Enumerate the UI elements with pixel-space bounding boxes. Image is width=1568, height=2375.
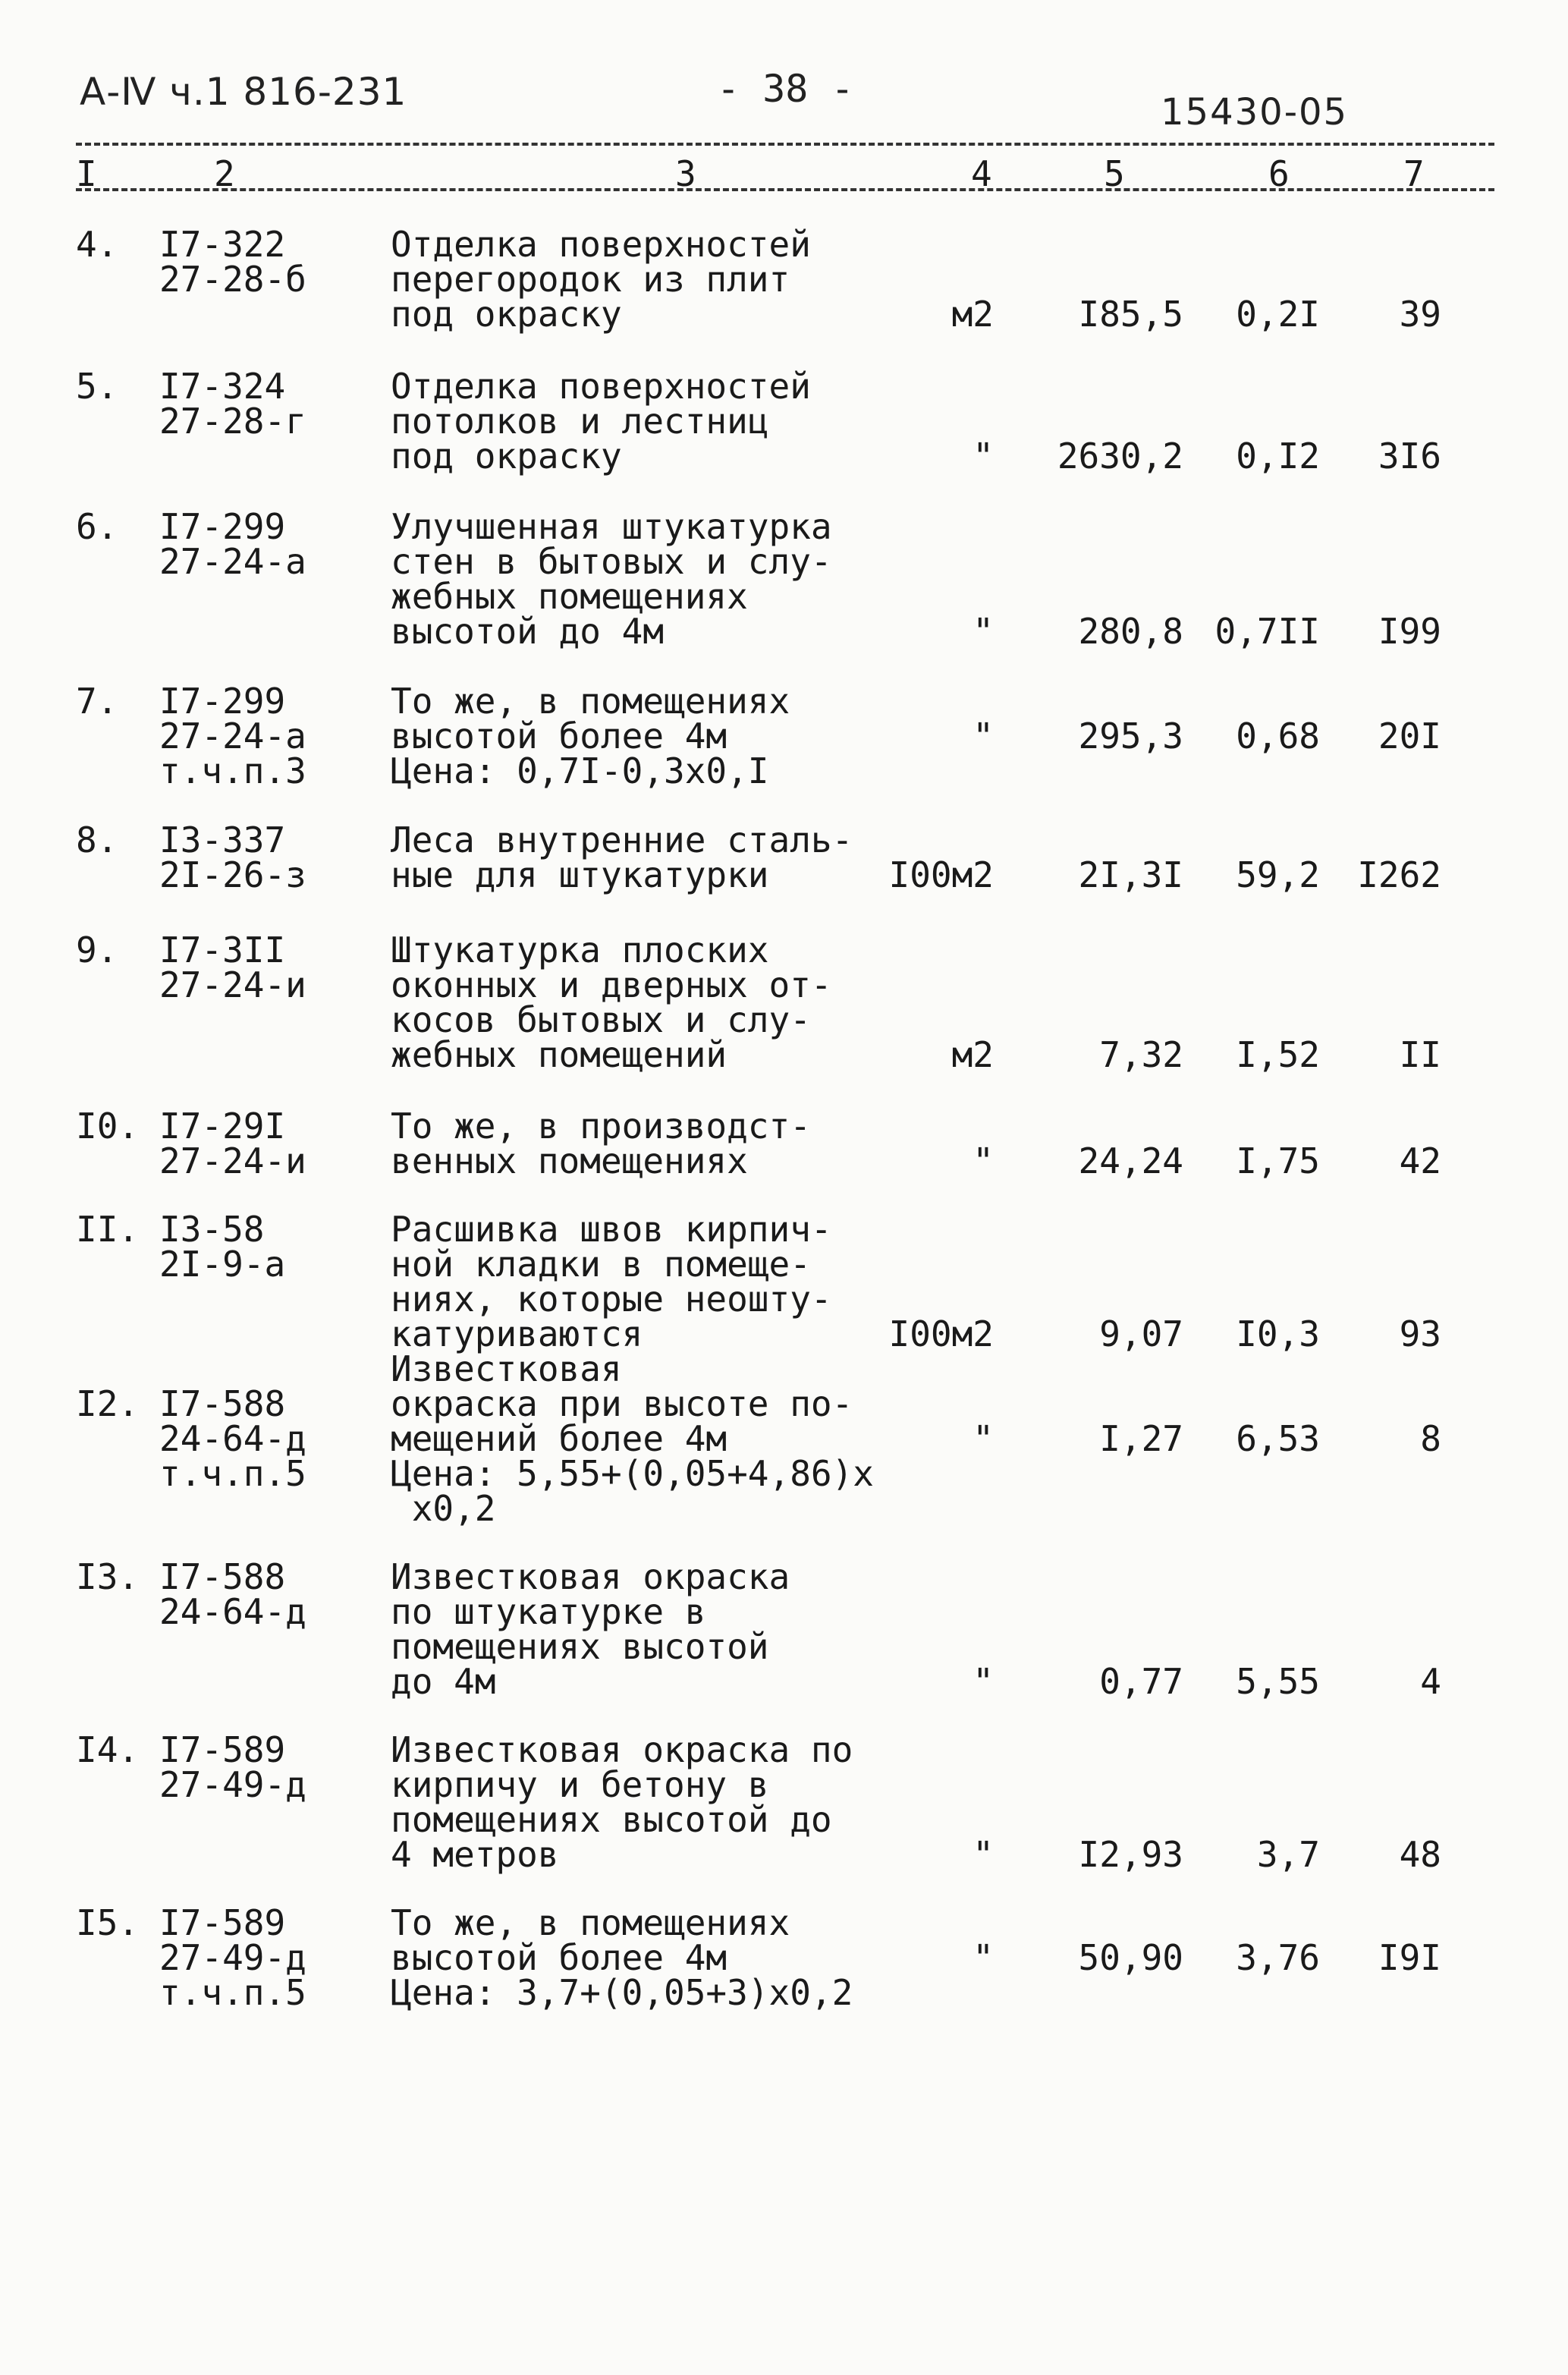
row-number: 7. <box>76 681 118 722</box>
norm-code: т.ч.п.5 <box>159 1453 306 1494</box>
unit-rate: I,52 <box>1236 1034 1320 1075</box>
unit-rate: 0,7II <box>1214 611 1320 652</box>
row-number: I5. <box>76 1902 140 1943</box>
norm-code: I7-589 <box>159 1729 286 1770</box>
norm-code: 27-24-а <box>159 541 306 582</box>
work-description: Цена: 0,7I-0,3х0,I <box>391 750 769 791</box>
work-description: стен в бытовых и слу- <box>391 541 832 582</box>
row-number: I0. <box>76 1106 140 1147</box>
quantity: I85,5 <box>1078 294 1183 335</box>
quantity: 9,07 <box>1099 1313 1183 1354</box>
norm-code: I7-29I <box>159 1106 286 1147</box>
norm-code: 24-64-д <box>159 1591 306 1632</box>
quantity: 0,77 <box>1099 1661 1183 1702</box>
work-description: косов бытовых и слу- <box>391 999 811 1040</box>
work-description: Известковая <box>391 1348 622 1389</box>
work-description: ниях, которые неошту- <box>391 1279 832 1320</box>
work-description: кирпичу и бетону в <box>391 1764 769 1805</box>
work-description: Улучшенная штукатурка <box>391 506 832 547</box>
work-description: Отделка поверхностей <box>391 366 811 407</box>
row-number: 9. <box>76 930 118 970</box>
quantity: 2630,2 <box>1057 436 1183 477</box>
work-description: катуриваются <box>391 1313 643 1354</box>
unit-rate: 3,7 <box>1256 1834 1320 1875</box>
document-number: 15430-05 <box>1161 91 1349 134</box>
work-description: Штукатурка плоских <box>391 930 769 970</box>
work-description: Леса внутренние сталь- <box>391 819 853 860</box>
header-rule-top <box>76 143 1494 146</box>
column-header-1: I <box>76 153 97 194</box>
work-description: по штукатурке в <box>391 1591 706 1632</box>
norm-code: I7-322 <box>159 224 286 265</box>
norm-code: 27-24-а <box>159 716 306 757</box>
norm-code: 27-24-и <box>159 964 306 1005</box>
unit-of-measure: " <box>973 1140 994 1181</box>
work-description: х0,2 <box>391 1488 496 1529</box>
work-description: Отделка поверхностей <box>391 224 811 265</box>
unit-of-measure: " <box>973 436 994 477</box>
work-description: жебных помещений <box>391 1034 727 1075</box>
norm-code: I3-337 <box>159 819 286 860</box>
document-code: А-Ⅳ ч.1 816-231 <box>80 70 407 114</box>
work-description: помещениях высотой до <box>391 1799 832 1840</box>
unit-rate: 6,53 <box>1236 1418 1320 1459</box>
total-amount: II <box>1399 1034 1441 1075</box>
work-description: под окраску <box>391 294 622 335</box>
unit-rate: 5,55 <box>1236 1661 1320 1702</box>
norm-code: 24-64-д <box>159 1418 306 1459</box>
total-amount: I9I <box>1378 1937 1441 1978</box>
total-amount: 39 <box>1399 294 1441 335</box>
work-description: Цена: 3,7+(0,05+3)х0,2 <box>391 1972 853 2013</box>
unit-of-measure: I00м2 <box>888 1313 994 1354</box>
total-amount: 42 <box>1399 1140 1441 1181</box>
norm-code: I7-588 <box>159 1556 286 1597</box>
row-number: I4. <box>76 1729 140 1770</box>
row-number: I2. <box>76 1383 140 1424</box>
norm-code: I7-3II <box>159 930 286 970</box>
unit-rate: 0,68 <box>1236 716 1320 757</box>
row-number: 6. <box>76 506 118 547</box>
unit-rate: I0,3 <box>1236 1313 1320 1354</box>
work-description: высотой более 4м <box>391 716 727 757</box>
total-amount: I262 <box>1357 854 1441 895</box>
total-amount: 8 <box>1420 1418 1441 1459</box>
quantity: 7,32 <box>1099 1034 1183 1075</box>
unit-of-measure: " <box>973 1937 994 1978</box>
unit-of-measure: " <box>973 1834 994 1875</box>
work-description: Цена: 5,55+(0,05+4,86)х <box>391 1453 874 1494</box>
total-amount: 3I6 <box>1378 436 1441 477</box>
column-header-7: 7 <box>1403 153 1425 194</box>
total-amount: 93 <box>1399 1313 1441 1354</box>
total-amount: I99 <box>1378 611 1441 652</box>
total-amount: 48 <box>1399 1834 1441 1875</box>
total-amount: 4 <box>1420 1661 1441 1702</box>
unit-rate: 0,2I <box>1236 294 1320 335</box>
norm-code: I7-588 <box>159 1383 286 1424</box>
work-description: То же, в помещениях <box>391 1902 790 1943</box>
work-description: 4 метров <box>391 1834 559 1875</box>
work-description: перегородок из плит <box>391 259 790 300</box>
work-description: потолков и лестниц <box>391 401 769 442</box>
work-description: Известковая окраска по <box>391 1729 853 1770</box>
quantity: 280,8 <box>1078 611 1183 652</box>
norm-code: I7-299 <box>159 506 286 547</box>
norm-code: т.ч.п.3 <box>159 750 306 791</box>
norm-code: I7-589 <box>159 1902 286 1943</box>
norm-code: 27-49-д <box>159 1937 306 1978</box>
row-number: 4. <box>76 224 118 265</box>
unit-rate: 0,I2 <box>1236 436 1320 477</box>
work-description: высотой более 4м <box>391 1937 727 1978</box>
norm-code: 27-28-г <box>159 401 306 442</box>
quantity: 24,24 <box>1078 1140 1183 1181</box>
unit-of-measure: " <box>973 716 994 757</box>
unit-of-measure: " <box>973 611 994 652</box>
row-number: 5. <box>76 366 118 407</box>
column-header-3: 3 <box>675 153 696 194</box>
unit-of-measure: м2 <box>951 1034 994 1075</box>
work-description: Известковая окраска <box>391 1556 790 1597</box>
unit-of-measure: " <box>973 1418 994 1459</box>
total-amount: 20I <box>1378 716 1441 757</box>
work-description: Расшивка швов кирпич- <box>391 1209 832 1250</box>
work-description: до 4м <box>391 1661 496 1702</box>
work-description: помещениях высотой <box>391 1626 769 1667</box>
column-header-5: 5 <box>1104 153 1125 194</box>
quantity: 50,90 <box>1078 1937 1183 1978</box>
norm-code: 2I-26-з <box>159 854 306 895</box>
column-header-6: 6 <box>1268 153 1290 194</box>
norm-code: 27-24-и <box>159 1140 306 1181</box>
norm-code: I3-58 <box>159 1209 265 1250</box>
norm-code: 27-28-б <box>159 259 306 300</box>
work-description: ной кладки в помеще- <box>391 1244 811 1285</box>
work-description: венных помещениях <box>391 1140 748 1181</box>
row-number: 8. <box>76 819 118 860</box>
work-description: жебных помещениях <box>391 576 748 617</box>
unit-rate: 3,76 <box>1236 1937 1320 1978</box>
page-number: - 38 - <box>717 67 854 111</box>
unit-rate: I,75 <box>1236 1140 1320 1181</box>
work-description: ные для штукатурки <box>391 854 769 895</box>
work-description: мещений более 4м <box>391 1418 727 1459</box>
unit-rate: 59,2 <box>1236 854 1320 895</box>
work-description: оконных и дверных от- <box>391 964 832 1005</box>
quantity: I,27 <box>1099 1418 1183 1459</box>
quantity: 2I,3I <box>1078 854 1183 895</box>
work-description: под окраску <box>391 436 622 477</box>
norm-code: 27-49-д <box>159 1764 306 1805</box>
norm-code: I7-324 <box>159 366 286 407</box>
header-rule-bottom <box>76 188 1494 191</box>
norm-code: т.ч.п.5 <box>159 1972 306 2013</box>
row-number: II. <box>76 1209 140 1250</box>
norm-code: I7-299 <box>159 681 286 722</box>
work-description: окраска при высоте по- <box>391 1383 853 1424</box>
column-header-2: 2 <box>214 153 235 194</box>
unit-of-measure: " <box>973 1661 994 1702</box>
work-description: То же, в производст- <box>391 1106 811 1147</box>
work-description: высотой до 4м <box>391 611 665 652</box>
row-number: I3. <box>76 1556 140 1597</box>
norm-code: 2I-9-а <box>159 1244 286 1285</box>
quantity: I2,93 <box>1078 1834 1183 1875</box>
quantity: 295,3 <box>1078 716 1183 757</box>
unit-of-measure: I00м2 <box>888 854 994 895</box>
work-description: То же, в помещениях <box>391 681 790 722</box>
column-header-4: 4 <box>971 153 992 194</box>
unit-of-measure: м2 <box>951 294 994 335</box>
